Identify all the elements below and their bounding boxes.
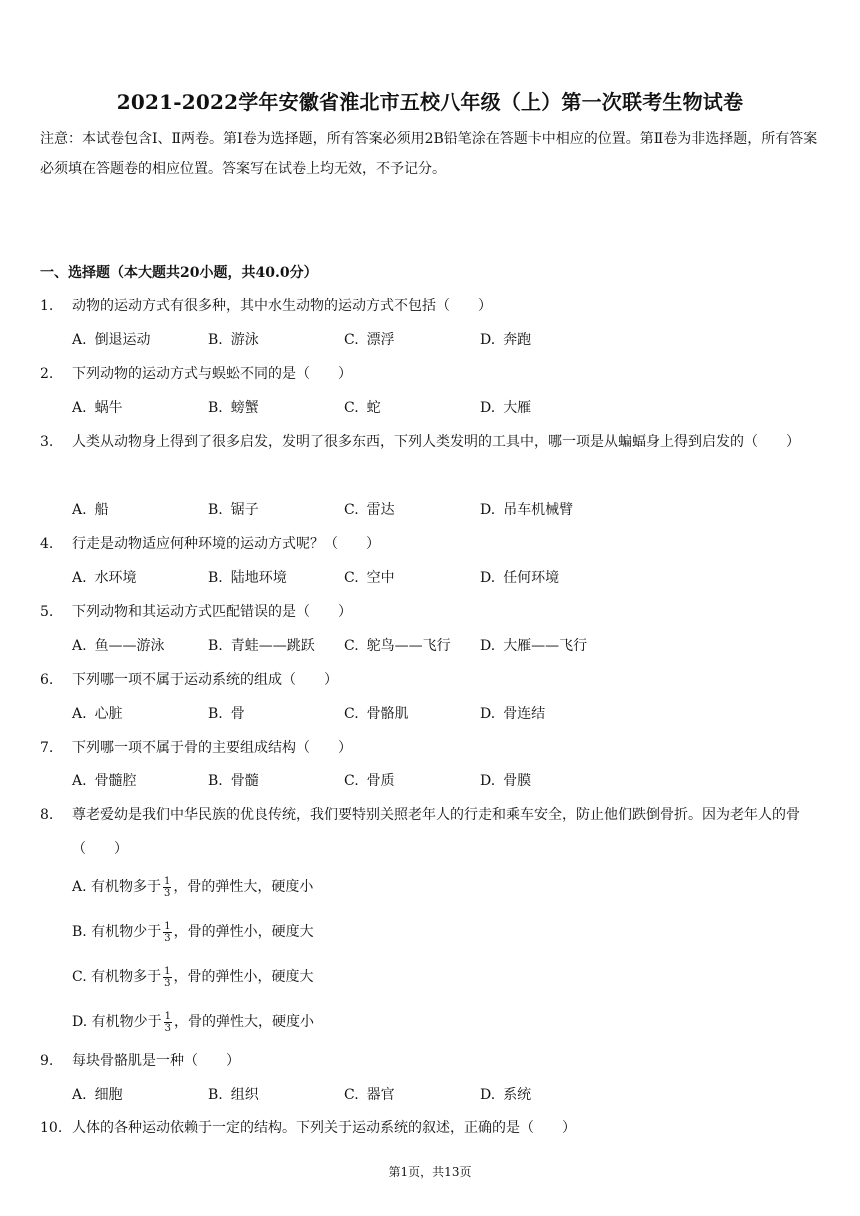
page-title: 2021-2022学年安徽省淮北市五校八年级（上）第一次联考生物试卷 (116, 90, 744, 114)
option-a[interactable]: A. 鱼——游泳 (72, 638, 165, 654)
question-number: 1. (40, 298, 54, 314)
question-number: 5. (40, 604, 54, 620)
fraction-one-third: $\frac{1}{3}$ (164, 920, 171, 944)
question-2-options (72, 391, 792, 425)
section-heading: 一、选择题（本大题共20小题，共40.0分） (40, 265, 318, 281)
question-number: 4. (40, 536, 54, 552)
option-a[interactable]: A. 细胞 (72, 1087, 123, 1103)
option-d[interactable]: D. 有机物少于 $\frac{1}{3}$ ，骨的弹性大，硬度小 (72, 1010, 315, 1034)
option-b[interactable]: B. 陆地环境 (208, 570, 287, 586)
option-c[interactable]: C. 空中 (344, 570, 395, 586)
question-stem: 下列动物的运动方式与蜈蚣不同的是（ ） (72, 366, 352, 382)
option-c[interactable]: C. 鸵鸟——飞行 (344, 638, 451, 654)
question-number: 8. (40, 807, 54, 823)
question-4 (40, 527, 820, 561)
question-9 (40, 1044, 820, 1078)
option-a[interactable]: A. 心脏 (72, 706, 123, 722)
option-c[interactable]: C. 有机物多于 $\frac{1}{3}$ ，骨的弹性小，硬度大 (72, 965, 314, 989)
option-c[interactable]: C. 蛇 (344, 400, 381, 416)
question-number: 10. (40, 1120, 63, 1136)
option-b[interactable]: B. 有机物少于 $\frac{1}{3}$ ，骨的弹性小，硬度大 (72, 920, 314, 944)
option-a[interactable]: A. 水环境 (72, 570, 137, 586)
question-7-options (72, 764, 792, 798)
option-b[interactable]: B. 骨 (208, 706, 245, 722)
option-c[interactable]: C. 骨骼肌 (344, 706, 409, 722)
option-d[interactable]: D. 吊车机械臂 (480, 502, 574, 518)
option-d[interactable]: D. 系统 (480, 1087, 532, 1103)
question-1-options (72, 323, 792, 357)
question-stem: 行走是动物适应何种环境的运动方式呢？（ ） (72, 536, 380, 552)
option-b[interactable]: B. 青蛙——跳跃 (208, 638, 315, 654)
option-d[interactable]: D. 骨连结 (480, 706, 546, 722)
fraction-one-third: $\frac{1}{3}$ (164, 875, 171, 899)
option-d[interactable]: D. 奔跑 (480, 332, 532, 348)
question-5 (40, 595, 820, 629)
fraction-one-third: $\frac{1}{3}$ (164, 965, 171, 989)
question-stem: 尊老爱幼是我们中华民族的优良传统，我们要特别关照老年人的行走和乘车安全，防止他们跌倒骨折。因为老年人的骨（ ） (72, 807, 800, 857)
option-d[interactable]: D. 任何环境 (480, 570, 560, 586)
option-b[interactable]: B. 组织 (208, 1087, 259, 1103)
option-c[interactable]: C. 漂浮 (344, 332, 395, 348)
question-number: 6. (40, 672, 54, 688)
option-c[interactable]: C. 器官 (344, 1087, 395, 1103)
option-d[interactable]: D. 大雁——飞行 (480, 638, 588, 654)
question-stem: 下列哪一项不属于骨的主要组成结构（ ） (72, 740, 352, 756)
question-3-options (72, 493, 792, 527)
exam-notice: 注意：本试卷包含Ⅰ、Ⅱ两卷。第Ⅰ卷为选择题，所有答案必须用2B铅笔涂在答题卡中相应的位置。第Ⅱ卷为非选择题，所有答案必须填在答题卷的相应位置。答案写在试卷上均无效，不予记分。 (40, 131, 818, 177)
question-number: 9. (40, 1053, 54, 1069)
question-5-options (72, 629, 792, 663)
page-footer: 第1页，共13页 (388, 1165, 472, 1179)
question-2 (40, 357, 820, 391)
option-d[interactable]: D. 骨膜 (480, 773, 532, 789)
option-a[interactable]: A. 船 (72, 502, 109, 518)
option-b[interactable]: B. 锯子 (208, 502, 259, 518)
question-7 (40, 731, 820, 765)
question-9-options (72, 1078, 792, 1112)
question-stem: 人体的各种运动依赖于一定的结构。下列关于运动系统的叙述，正确的是（ ） (72, 1120, 576, 1136)
option-b[interactable]: B. 螃蟹 (208, 400, 259, 416)
question-stem: 下列动物和其运动方式匹配错误的是（ ） (72, 604, 352, 620)
question-8 (40, 798, 820, 866)
question-4-options (72, 561, 792, 595)
question-stem: 每块骨骼肌是一种（ ） (72, 1053, 240, 1069)
fraction-one-third: $\frac{1}{3}$ (164, 1010, 172, 1034)
option-a[interactable]: A. 蜗牛 (72, 400, 123, 416)
option-a[interactable]: A. 倒退运动 (72, 332, 151, 348)
option-c[interactable]: C. 雷达 (344, 502, 395, 518)
option-b[interactable]: B. 骨髓 (208, 773, 259, 789)
question-3 (40, 425, 820, 459)
question-10 (40, 1111, 820, 1145)
question-number: 7. (40, 740, 54, 756)
question-6 (40, 663, 820, 697)
option-a[interactable]: A. 有机物多于 $\frac{1}{3}$ ，骨的弹性大，硬度小 (72, 875, 314, 899)
question-6-options (72, 697, 792, 731)
question-number: 2. (40, 366, 54, 382)
option-b[interactable]: B. 游泳 (208, 332, 259, 348)
option-a[interactable]: A. 骨髓腔 (72, 773, 137, 789)
question-stem: 下列哪一项不属于运动系统的组成（ ） (72, 672, 338, 688)
question-number: 3. (40, 434, 54, 450)
question-stem: 动物的运动方式有很多种，其中水生动物的运动方式不包括（ ） (72, 298, 492, 314)
option-d[interactable]: D. 大雁 (480, 400, 532, 416)
question-1 (40, 289, 820, 323)
question-stem: 人类从动物身上得到了很多启发，发明了很多东西，下列人类发明的工具中，哪一项是从蝙蝠身上得到启发的（ ） (72, 434, 800, 450)
option-c[interactable]: C. 骨质 (344, 773, 395, 789)
